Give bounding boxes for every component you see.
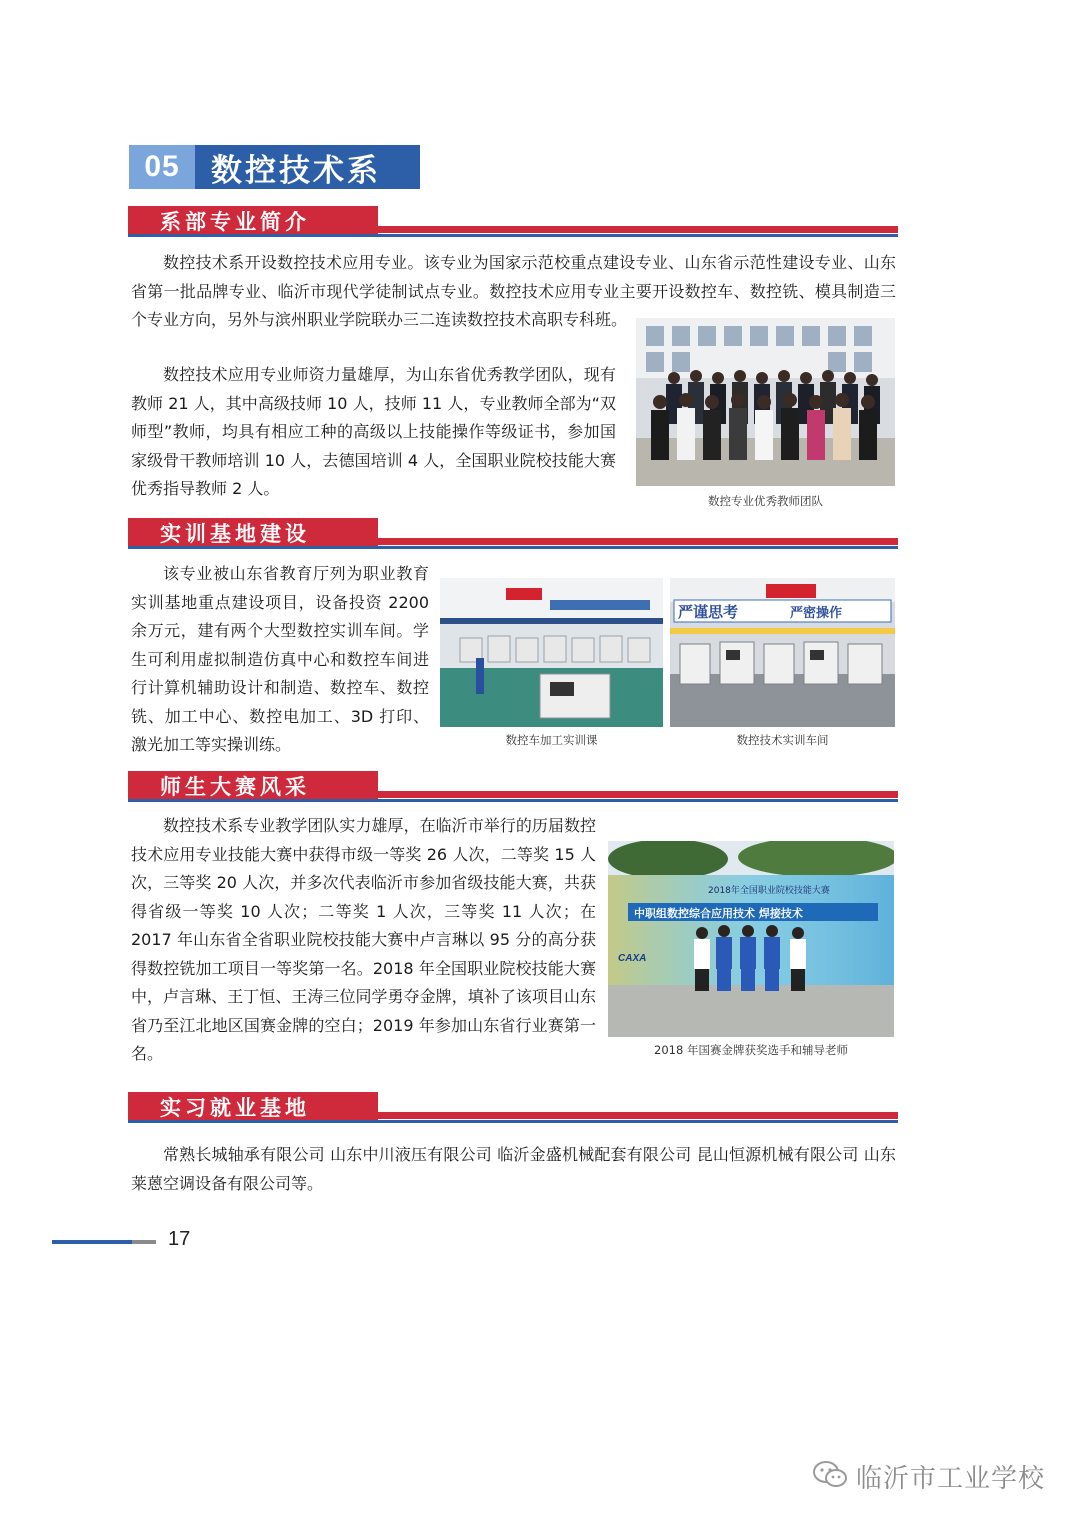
cnc-workshop-caption: 数控技术实训车间 xyxy=(736,733,829,747)
banner-text-1: 严谨思考 xyxy=(678,603,739,621)
section-underline xyxy=(128,799,898,802)
section-title: 系部专业简介 xyxy=(128,206,378,236)
banner-text-2: 严密操作 xyxy=(790,606,843,621)
cnc-lathe-class-illustration xyxy=(440,578,663,727)
competition-paragraph: 数控技术系专业教学团队实力雄厚，在临沂市举行的历届数控技术应用专业技能大赛中获得市级一等奖 26 人次，二等奖 15 人次，三等奖 20 人次，并多次代表临沂市参加省级技能大赛，共获得省级一等奖 10 人次；二等奖 1 人次，三等奖 11 人次；在 2017 年山东省全省职业院校技能大赛中卢言琳以 95 分的高分获得数控铣加工项目一等奖第一名。2018 年全国职业院校技能大赛中，卢言琳、王丁恒、王涛三位同学勇夺金牌，填补了该项目山东省乃至江北地区国赛金牌的空白；2019 年参加山东省行业赛第一名。 xyxy=(131,816,596,1063)
sponsor-logo: CAXA xyxy=(618,953,647,964)
teacher-team-illustration xyxy=(636,318,895,486)
banner-subtitle: 中职组数控综合应用技术 焊接技术 xyxy=(634,907,803,920)
banner-title: 2018年全国职业院校技能大赛 xyxy=(708,886,830,896)
section-divider xyxy=(378,226,898,233)
intro-paragraph-1: 数控技术系开设数控技术应用专业。该专业为国家示范校重点建设专业、山东省示范性建设专业、山东省第一批品牌专业、临沂市现代学徒制试点专业。数控技术应用专业主要开设数控车、数控铣、模具制造三个专业方向，另外与滨州职业学院联办三二连读数控技术高职专科班。 xyxy=(131,253,896,329)
page-number: 17 xyxy=(168,1228,191,1250)
section-divider xyxy=(378,791,898,798)
section-underline xyxy=(128,546,898,549)
section-header-intro xyxy=(128,206,898,236)
watermark xyxy=(812,1458,1045,1495)
section-header-training xyxy=(128,518,898,548)
department-title: 数控技术系 xyxy=(195,145,420,189)
teacher-team-photo xyxy=(636,318,895,486)
intro-paragraph-2: 数控技术应用专业师资力量雄厚，为山东省优秀教学团队，现有教师 21 人，其中高级技师 10 人，技师 11 人，专业教师全部为“双师型”教师，均具有相应工种的高级以上技能操作等级证书，参加国家级骨干教师培训 10 人，去德国培训 4 人，全国职业院校技能大赛优秀指导教师 2 人。 xyxy=(131,365,616,498)
section-title: 实习就业基地 xyxy=(128,1092,378,1122)
cnc-lathe-class-photo xyxy=(440,578,663,727)
competition-winners-caption: 2018 年国赛金牌获奖选手和辅导老师 xyxy=(654,1043,848,1057)
section-header-competition xyxy=(128,771,898,801)
watermark-text: 临沂市工业学校 xyxy=(856,1464,1046,1494)
training-paragraph: 该专业被山东省教育厅列为职业教育实训基地重点建设项目，设备投资 2200 余万元，建有两个大型数控实训车间。学生可利用虚拟制造仿真中心和数控车间进行计算机辅助设计和制造、数控车、数控铣、加工中心、数控电加工、3D 打印、激光加工等实操训练。 xyxy=(131,564,429,754)
section-underline xyxy=(128,234,898,237)
section-divider xyxy=(378,1112,898,1119)
page-footer-line-accent xyxy=(132,1240,156,1244)
wechat-icon xyxy=(812,1460,848,1494)
section-divider xyxy=(378,538,898,545)
page-footer-line xyxy=(52,1240,132,1244)
section-header-employment xyxy=(128,1092,898,1122)
cnc-workshop-illustration xyxy=(670,578,895,727)
competition-winners-photo xyxy=(608,841,894,1037)
cnc-lathe-class-caption: 数控车加工实训课 xyxy=(505,733,598,747)
employment-paragraph: 常熟长城轴承有限公司 山东中川液压有限公司 临沂金盛机械配套有限公司 昆山恒源机械有限公司 山东莱蒽空调设备有限公司等。 xyxy=(131,1145,896,1193)
teacher-team-caption: 数控专业优秀教师团队 xyxy=(708,494,823,508)
section-title: 师生大赛风采 xyxy=(128,771,378,801)
cnc-workshop-photo xyxy=(670,578,895,727)
department-number: 05 xyxy=(129,145,195,189)
section-title: 实训基地建设 xyxy=(128,518,378,548)
department-header xyxy=(129,145,420,189)
competition-winners-illustration xyxy=(608,841,894,1037)
section-underline xyxy=(128,1120,898,1123)
